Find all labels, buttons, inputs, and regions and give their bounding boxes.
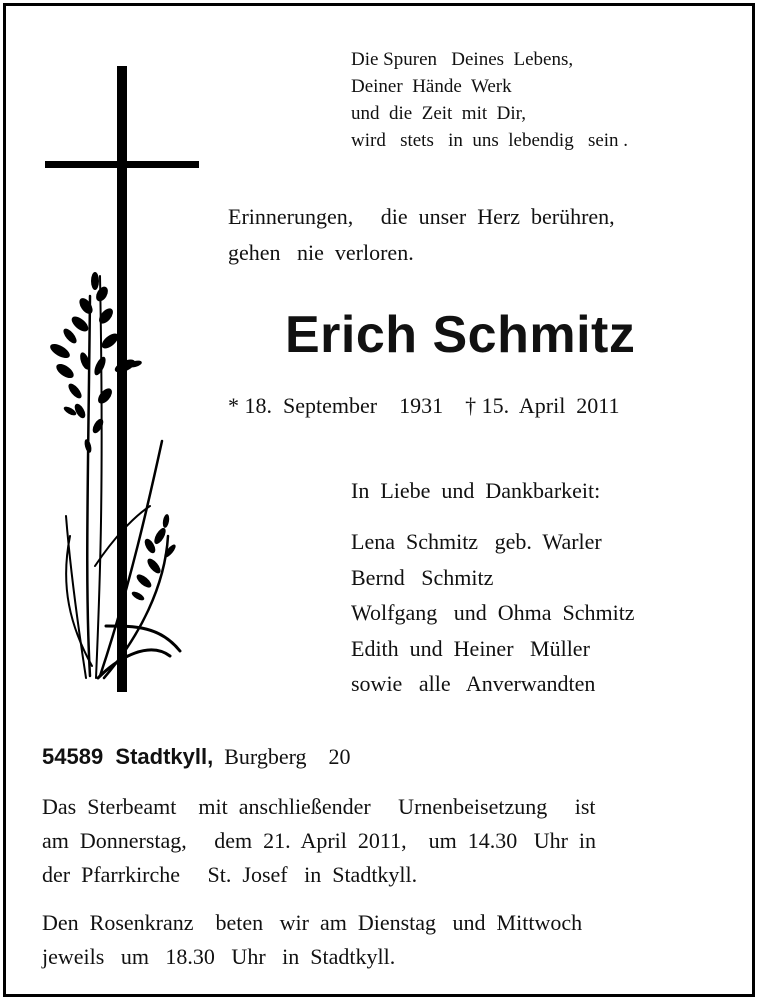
service-line: am Donnerstag, dem 21. April 2011, um 14.30 Uhr in [42,828,597,853]
service-info [42,790,714,892]
rosary-line: jeweils um 18.30 Uhr in Stadtkyll. [42,944,396,969]
poem-line: und die Zeit mit Dir, [351,103,526,124]
poem-line: Die Spuren Deines Lebens, [351,49,574,70]
poem-line: wird stets in uns lebendig sein . [351,130,629,151]
rosary-line: Den Rosenkranz beten wir am Dienstag und Mittwoch [42,910,583,935]
poem [351,46,628,154]
rosary-info [42,906,714,974]
mourner-item: Bernd Schmitz [351,564,494,590]
address-city: 54589 Stadtkyll, [42,744,214,769]
memory-quote [228,199,615,271]
thanks-heading: In Liebe und Dankbarkeit: [351,478,601,503]
cross-grass-illustration [40,66,210,696]
memory-line: gehen nie verloren. [228,240,414,265]
life-dates: * 18. September 1931 † 15. April 2011 [228,393,620,418]
service-line: der Pfarrkirche St. Josef in Stadtkyll. [42,862,418,887]
service-line: Das Sterbeamt mit anschließender Urnenbeisetzung ist [42,794,596,819]
mourner-item: sowie alle Anverwandten [351,671,596,696]
deceased-name: Erich Schmitz [285,306,636,364]
poem-line: Deiner Hände Werk [351,76,512,97]
address-street: Burgberg 20 [213,744,351,769]
mourner-item: Lena Schmitz geb. Warler [351,529,602,554]
mourners-list [351,524,635,702]
mourner-item: Wolfgang und Ohma Schmitz [351,600,635,625]
mourner-item: Edith und Heiner Müller [351,635,590,661]
address [42,744,351,770]
memory-line: Erinnerungen, die unser Herz berühren, [228,204,615,229]
